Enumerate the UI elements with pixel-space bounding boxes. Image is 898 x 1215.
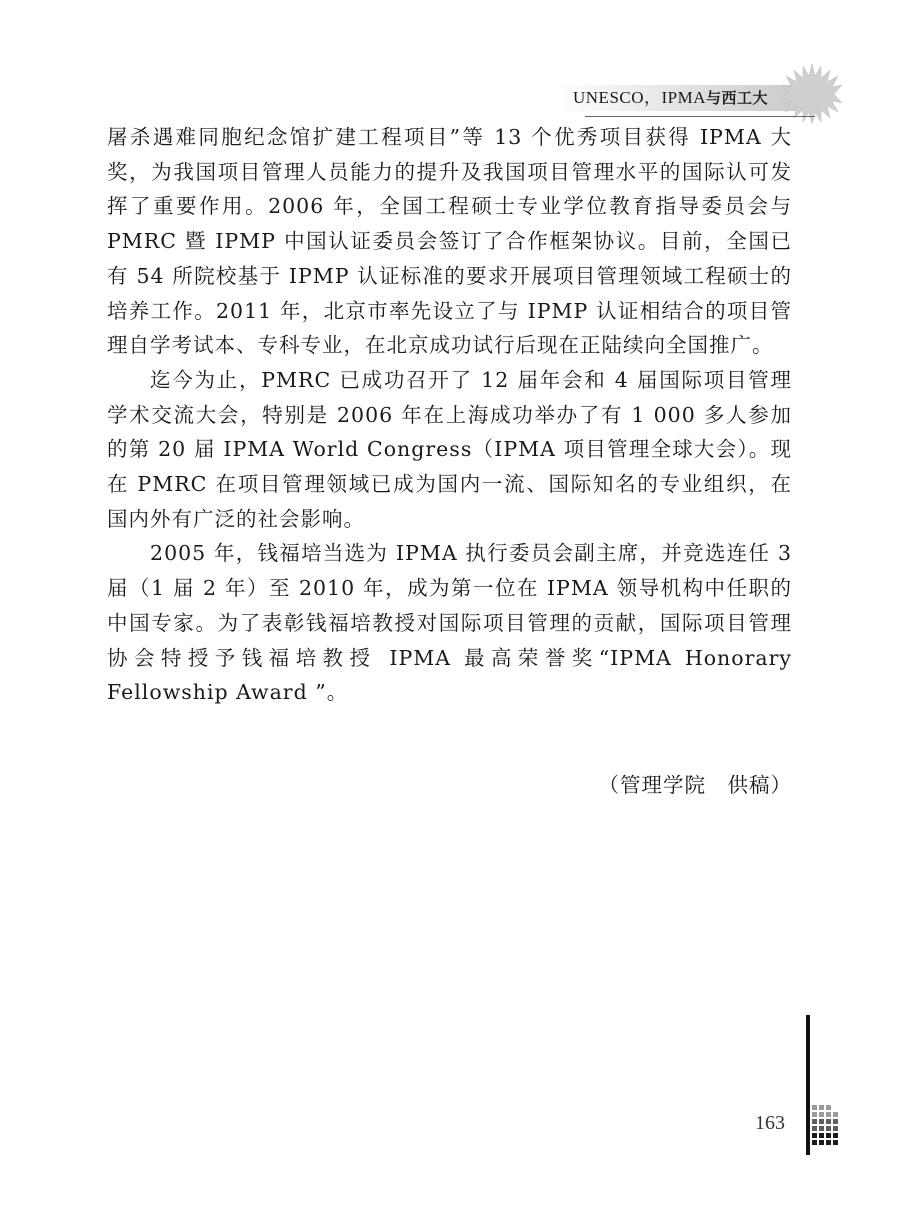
- header-rule: [585, 116, 815, 117]
- paragraph-2: 迄今为止，PMRC 已成功召开了 12 届年会和 4 届国际项目管理学术交流大会，特别是 2006 年在上海成功举办了有 1 000 多人参加的第 20 届 IPMA World Congress（IPMA 项目管理全球大会）。现在 PMRC 在项目管理领域已成为国内一流、国际知名的专业组织，在国内外有广泛的社会影响。: [107, 367, 792, 531]
- header-title: [573, 83, 768, 108]
- article-body: [107, 120, 792, 710]
- paragraph-1: 屠杀遇难同胞纪念馆扩建工程项目”等 13 个优秀项目获得 IPMA 大奖，为我国项目管理人员能力的提升及我国项目管理水平的国际认可发挥了重要作用。2006 年，全国工程硕士专业学位教育指导委员会与 PMRC 暨 IPMP 中国认证委员会签订了合作框架协议。目前，全国已有 54 所院校基于 IPMP 认证标准的要求开展项目管理领域工程硕士的培养工作。2011 年，北京市率先设立了与 IPMP 认证相结合的项目管理自学考试本、专科专业，在北京成功试行后现在正陆续向全国推广。: [107, 125, 792, 358]
- dot-grid-decoration: [812, 1105, 840, 1151]
- paragraph-3: 2005 年，钱福培当选为 IPMA 执行委员会副主席，并竞选连任 3 届（1 届 2 年）至 2010 年，成为第一位在 IPMA 领导机构中任职的中国专家。为了表彰钱福培教授对国际项目管理的贡献，国际项目管理协会特授予钱福培教授 IPMA 最高荣誉奖“IPMA Honorary Fellowship Award ”。: [107, 541, 792, 705]
- footer-bar: [806, 1015, 810, 1155]
- header-title-text: UNESCO，IPMA: [573, 88, 707, 107]
- header-title-suffix: 与西工大: [706, 89, 769, 107]
- page-number: 163: [755, 1112, 785, 1134]
- source-attribution: （管理学院 供稿）: [598, 773, 792, 797]
